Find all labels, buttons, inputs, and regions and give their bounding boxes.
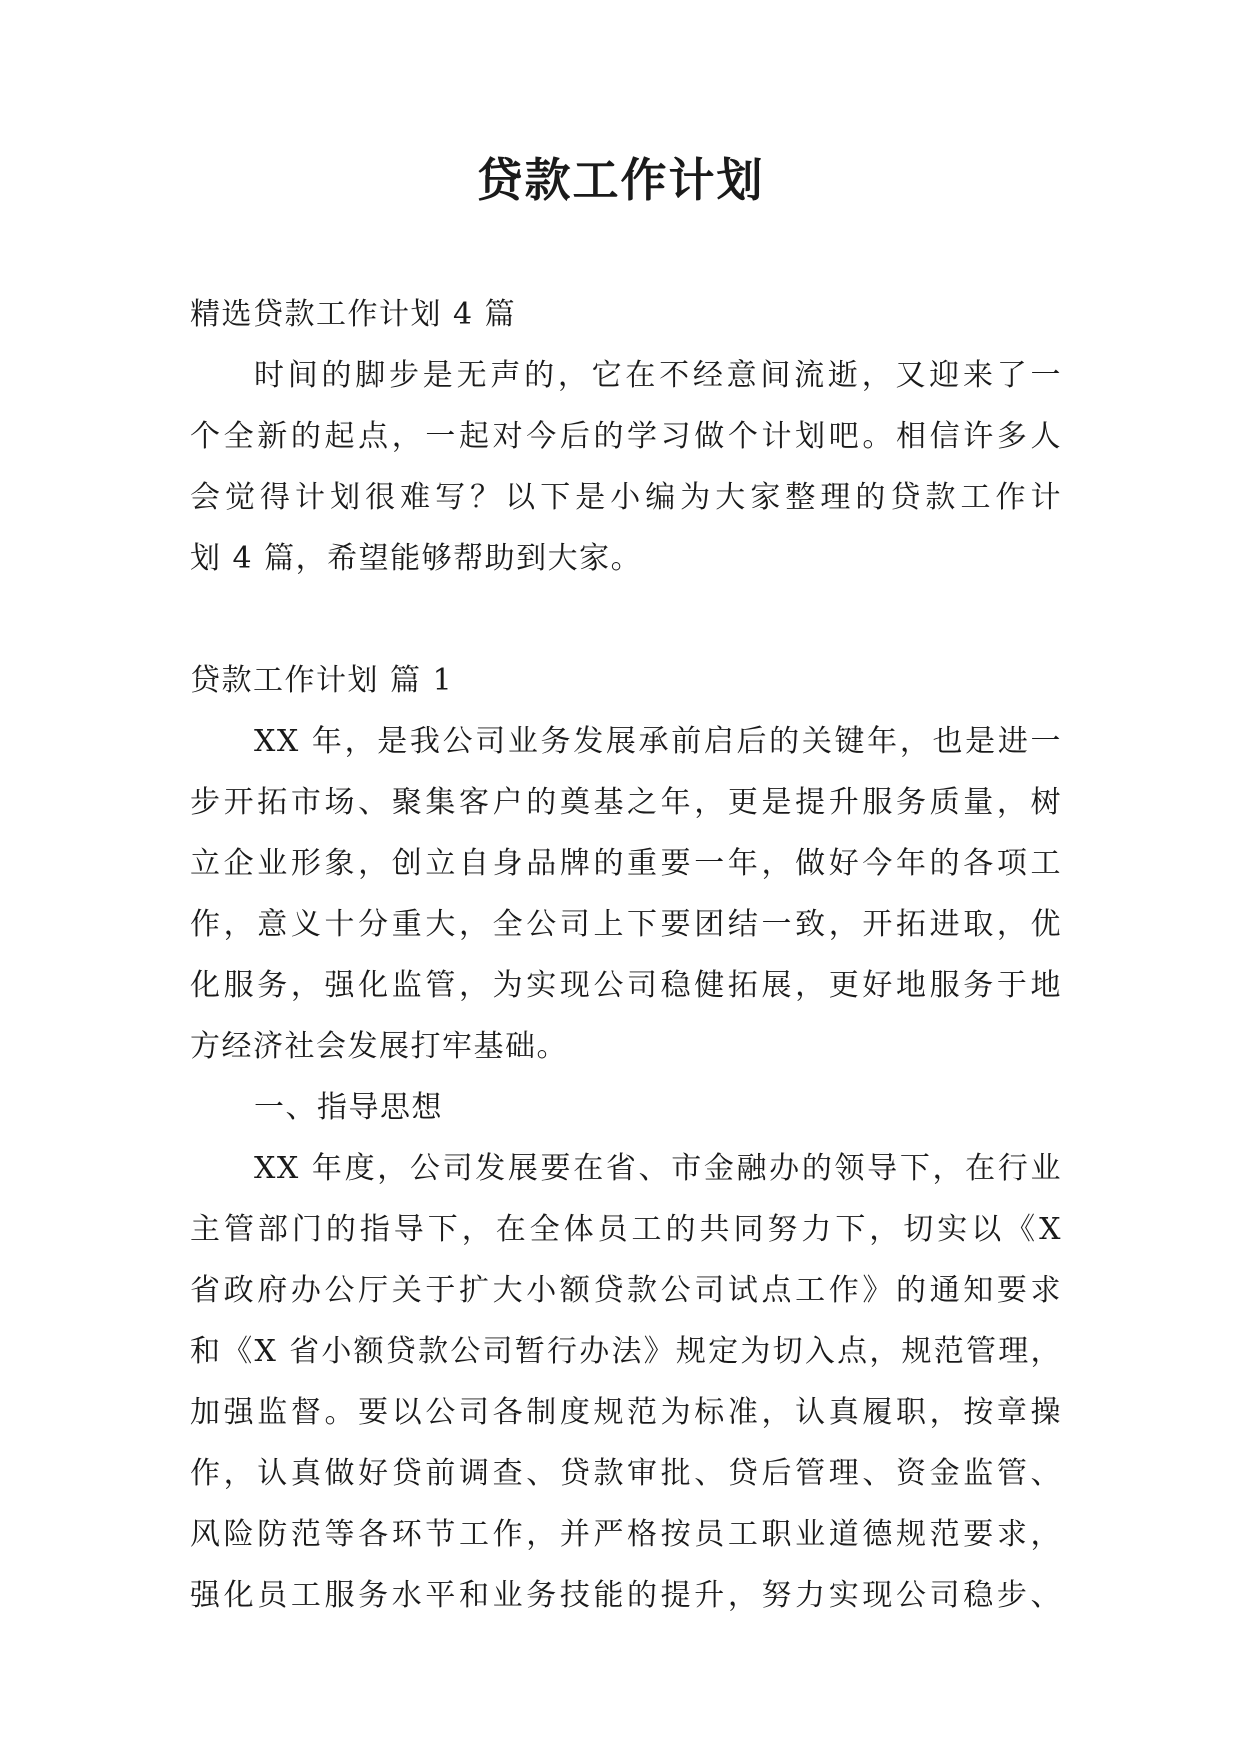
paragraph-line: XX 年度，公司发展要在省、市金融办的领导下，在行业 [254,1151,1062,1186]
intro-line: 时间的脚步是无声的，它在不经意间流逝，又迎来了一 [254,358,1062,393]
document-title: 贷款工作计划 [476,153,765,207]
intro-line: 划 4 篇，希望能够帮助到大家。 [190,541,643,576]
paragraph-line: 化服务，强化监管，为实现公司稳健拓展，更好地服务于地 [190,968,1062,1003]
intro-line: 会觉得计划很难写？以下是小编为大家整理的贷款工作计 [190,480,1062,515]
paragraph-line: 主管部门的指导下，在全体员工的共同努力下，切实以《X [190,1212,1062,1247]
section-heading: 贷款工作计划 篇 1 [190,663,454,698]
paragraph-line: 方经济社会发展打牢基础。 [190,1029,568,1064]
paragraph-line: 省政府办公厅关于扩大小额贷款公司试点工作》的通知要求 [190,1273,1062,1308]
intro-line: 个全新的起点，一起对今后的学习做个计划吧。相信许多人 [190,419,1062,454]
paragraph-spacer [190,589,1062,650]
intro-paragraph [190,345,1062,589]
paragraph-line: 作，意义十分重大，全公司上下要团结一致，开拓进取，优 [190,907,1062,942]
paragraph-line: 步开拓市场、聚集客户的奠基之年，更是提升服务质量，树 [190,785,1062,820]
paragraph-line: 和《X 省小额贷款公司暂行办法》规定为切入点，规范管理， [190,1334,1062,1369]
paragraph-line: XX 年，是我公司业务发展承前启后的关键年，也是进一 [254,724,1062,759]
subheading-guiding-ideology: 一、指导思想 [254,1090,443,1125]
paragraph-line: 立企业形象，创立自身品牌的重要一年，做好今年的各项工 [190,846,1062,881]
paragraph-line: 风险防范等各环节工作，并严格按员工职业道德规范要求， [190,1517,1062,1552]
paragraph-line: 加强监督。要以公司各制度规范为标准，认真履职，按章操 [190,1395,1062,1430]
subtitle: 精选贷款工作计划 4 篇 [190,297,517,332]
paragraph-line: 作，认真做好贷前调查、贷款审批、贷后管理、资金监管、 [190,1456,1062,1491]
document-body [190,284,1062,1626]
paragraph-line: 强化员工服务水平和业务技能的提升，努力实现公司稳步、 [190,1578,1062,1613]
paragraph-2 [190,1138,1062,1626]
paragraph-1 [190,711,1062,1077]
